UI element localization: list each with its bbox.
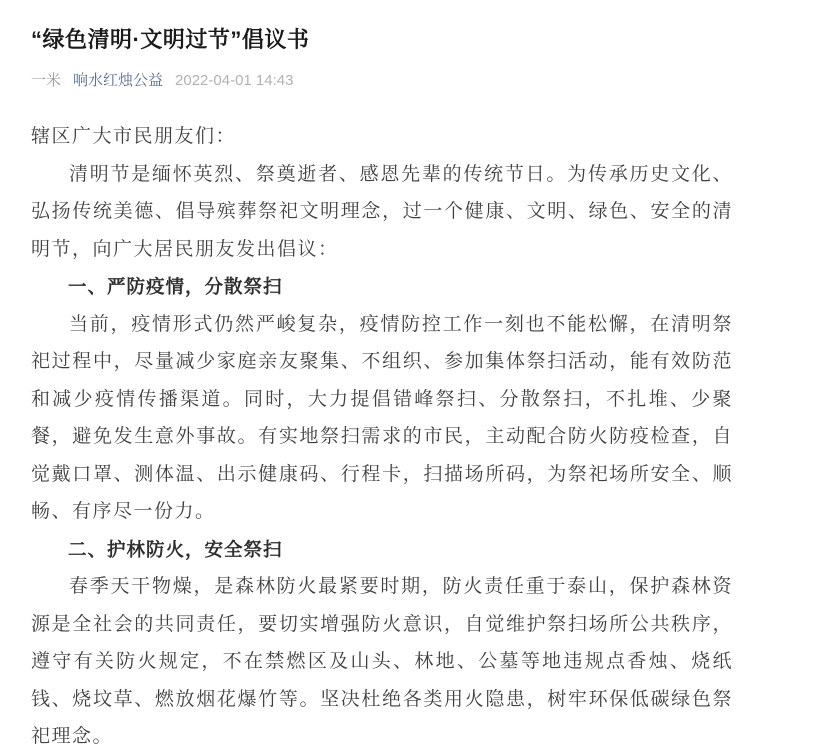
intro-paragraph: 清明节是缅怀英烈、祭奠逝者、感恩先辈的传统节日。为传承历史文化、弘扬传统美德、倡导殡葬祭祀文明理念，过一个健康、文明、绿色、安全的清明节，向广大居民朋友发出倡议： bbox=[31, 163, 733, 260]
account-link[interactable]: 响水红烛公益 bbox=[73, 72, 164, 89]
byline bbox=[31, 70, 733, 91]
article-title: “绿色清明·文明过节”倡议书 bbox=[31, 27, 310, 52]
section-1-heading: 一、严防疫情，分散祭扫 bbox=[68, 276, 283, 297]
section-1-paragraph: 当前，疫情形式仍然严峻复杂，疫情防控工作一刻也不能松懈，在清明祭祀过程中，尽量减少家庭亲友聚集、不组织、参加集体祭扫活动，能有效防范和减少疫情传播渠道。同时，大力提倡错峰祭扫、分散祭扫，不扎堆、少聚餐，避免发生意外事故。有实地祭扫需求的市民，主动配合防火防疫检查，自觉戴口罩、测体温、出示健康码、行程卡，扫描场所码，为祭祀场所安全、顺畅、有序尽一份力。 bbox=[31, 313, 733, 522]
author-name: 一米 bbox=[31, 72, 62, 89]
salutation-paragraph: 辖区广大市民朋友们： bbox=[31, 126, 237, 147]
section-2-heading: 二、护林防火，安全祭扫 bbox=[68, 538, 283, 560]
article-body bbox=[31, 118, 733, 754]
section-2-paragraph: 春季天干物燥，是森林防火最紧要时期，防火责任重于泰山，保护森林资源是全社会的共同责任，要切实增强防火意识，自觉维护祭扫场所公共秩序，遵守有关防火规定，不在禁燃区及山头、林地、公墓等地违规点香烛、烧纸钱、烧坟草、燃放烟花爆竹等。坚决杜绝各类用火隐患，树牢环保低碳绿色祭祀理念。 bbox=[31, 576, 733, 747]
publish-timestamp: 2022-04-01 14:43 bbox=[175, 72, 294, 89]
